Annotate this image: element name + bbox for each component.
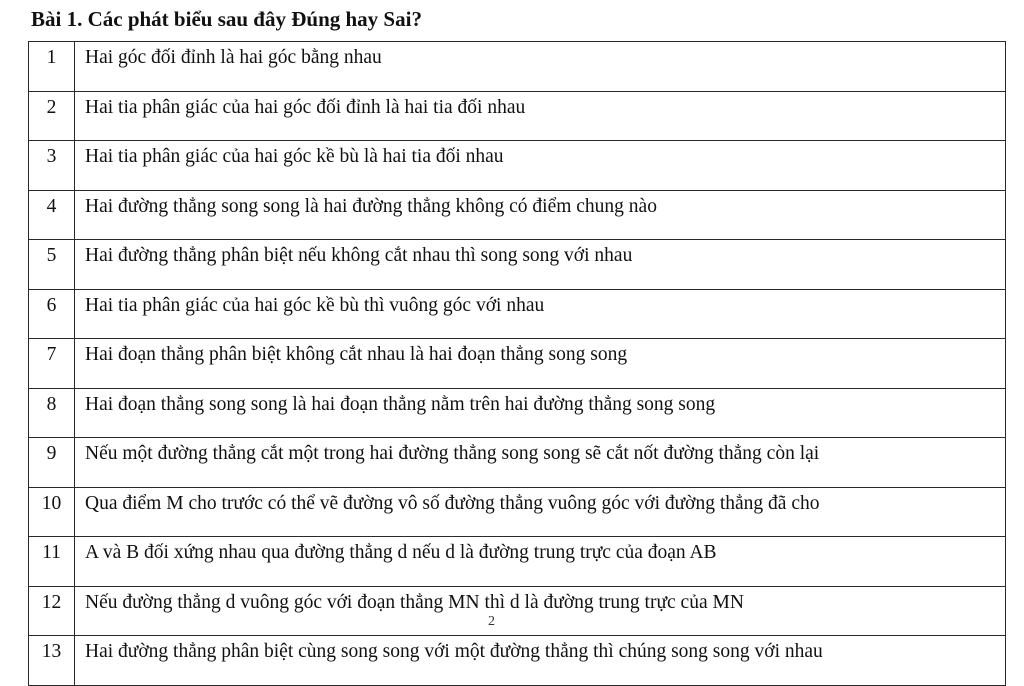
statement-text: Hai đường thẳng phân biệt nếu không cắt nhau thì song song với nhau (75, 240, 1006, 290)
table-row (29, 190, 1006, 240)
exercise-title: Bài 1. Các phát biểu sau đây Đúng hay Sai? (31, 7, 422, 31)
statement-text: Qua điểm M cho trước có thể vẽ đường vô số đường thẳng vuông góc với đường thẳng đã cho (75, 487, 1006, 537)
row-number: 2 (29, 91, 75, 141)
row-number: 7 (29, 339, 75, 389)
statement-text: Hai đoạn thẳng phân biệt không cắt nhau là hai đoạn thẳng song song (75, 339, 1006, 389)
table-row (29, 388, 1006, 438)
table-row (29, 537, 1006, 587)
table-row (29, 289, 1006, 339)
statement-text: Hai đường thẳng song song là hai đường thẳng không có điểm chung nào (75, 190, 1006, 240)
row-number: 3 (29, 141, 75, 191)
table-row (29, 586, 1006, 636)
statement-text: Hai tia phân giác của hai góc kề bù thì vuông góc với nhau (75, 289, 1006, 339)
row-number: 9 (29, 438, 75, 488)
row-number: 1 (29, 42, 75, 92)
table-row (29, 438, 1006, 488)
statement-text: Hai tia phân giác của hai góc kề bù là hai tia đối nhau (75, 141, 1006, 191)
statement-text: Hai đoạn thẳng song song là hai đoạn thẳng nằm trên hai đường thẳng song song (75, 388, 1006, 438)
statement-text: Nếu một đường thẳng cắt một trong hai đường thẳng song song sẽ cắt nốt đường thẳng còn lại (75, 438, 1006, 488)
row-number: 10 (29, 487, 75, 537)
table-row (29, 240, 1006, 290)
row-number: 5 (29, 240, 75, 290)
statement-text: Nếu đường thẳng d vuông góc với đoạn thẳng MN thì d là đường trung trực của MN (75, 586, 1006, 636)
row-number: 8 (29, 388, 75, 438)
table-row (29, 487, 1006, 537)
table-row (29, 636, 1006, 686)
row-number: 4 (29, 190, 75, 240)
statement-text: Hai đường thẳng phân biệt cùng song song với một đường thẳng thì chúng song song với nhau (75, 636, 1006, 686)
table-row (29, 141, 1006, 191)
table-row (29, 91, 1006, 141)
statement-text: Hai góc đối đỉnh là hai góc bằng nhau (75, 42, 1006, 92)
statements-table (28, 41, 1006, 686)
table-row (29, 42, 1006, 92)
row-number: 11 (29, 537, 75, 587)
page-number: 2 (488, 614, 495, 629)
row-number: 6 (29, 289, 75, 339)
row-number: 13 (29, 636, 75, 686)
statement-text: Hai tia phân giác của hai góc đối đỉnh là hai tia đối nhau (75, 91, 1006, 141)
statement-text: A và B đối xứng nhau qua đường thẳng d nếu d là đường trung trực của đoạn AB (75, 537, 1006, 587)
table-row (29, 339, 1006, 389)
row-number: 12 (29, 586, 75, 636)
